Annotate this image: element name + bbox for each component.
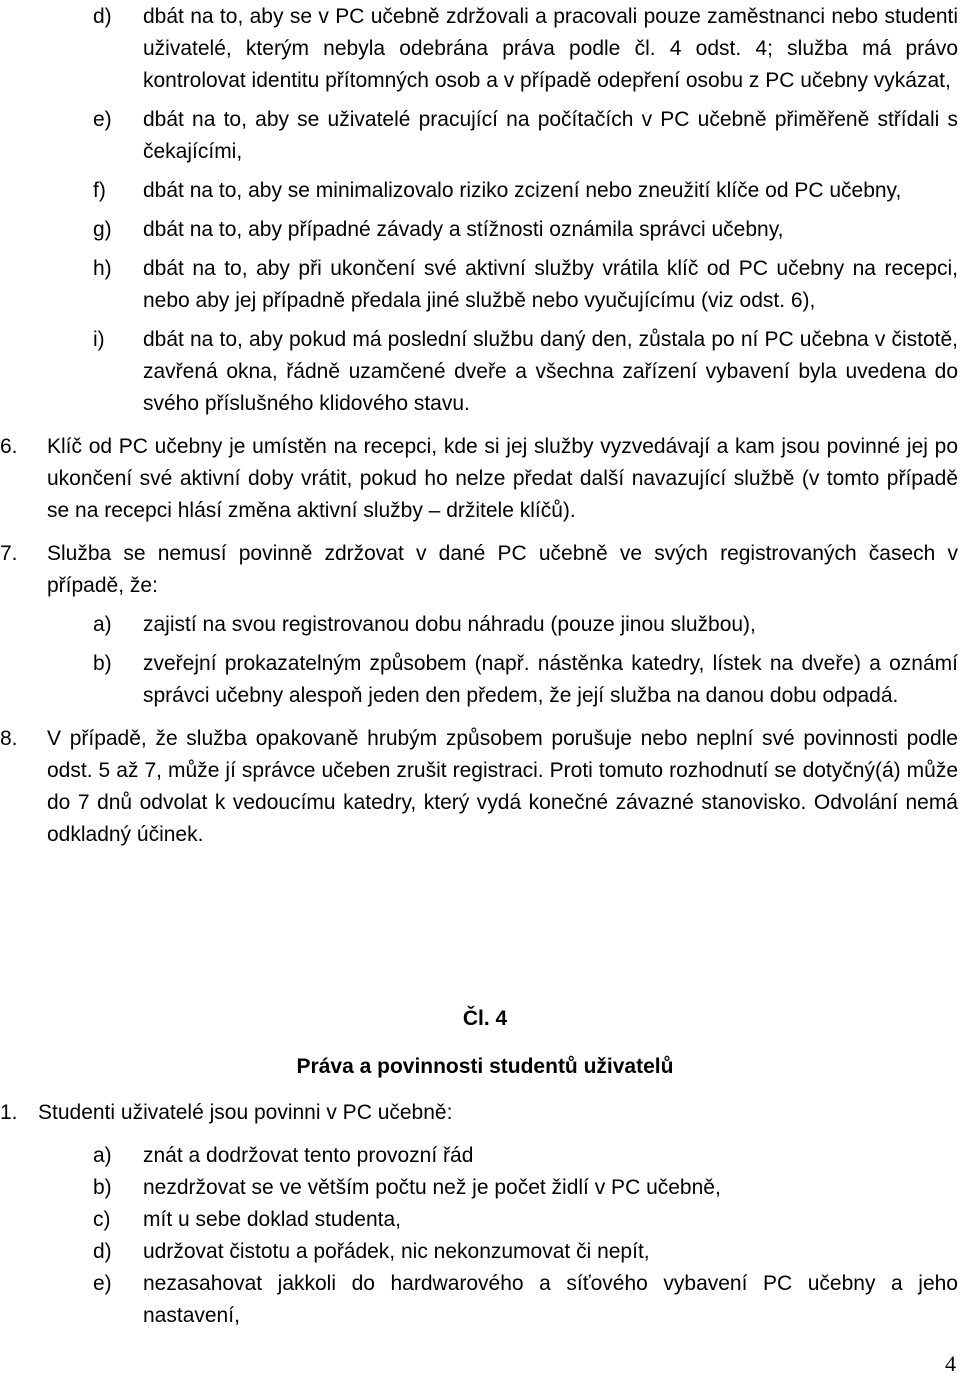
list-item-text: dbát na to, aby při ukončení své aktivní služby vrátila klíč od PC učebny na recepci, nebo aby jej případně předala jiné službě nebo vyučujícímu (viz odst. 6),: [143, 257, 958, 312]
list-marker: b): [93, 652, 112, 675]
paragraph-marker: 7.: [0, 542, 18, 565]
paragraph-text: Služba se nemusí povinně zdržovat v dané PC učebně ve svých registrovaných časech v případě, že:: [47, 542, 958, 597]
student-duty-e: [0, 1268, 960, 1332]
student-duty-d: [0, 1236, 960, 1268]
student-duty-b: [0, 1172, 960, 1204]
list-marker: g): [93, 218, 112, 241]
article-title: Práva a povinnosti studentů uživatelů: [296, 1055, 674, 1078]
list-marker: b): [93, 1176, 112, 1199]
student-duty-c: [0, 1204, 960, 1236]
list-item-text: znát a dodržovat tento provozní řád: [143, 1144, 474, 1167]
list-marker: d): [93, 5, 112, 28]
list-item-text: dbát na to, aby pokud má poslední službu daný den, zůstala po ní PC učebna v čistotě, zavřená okna, řádně uzamčené dveře a všechna zařízení vybavení byla uvedena do svého příslušného klidového stavu.: [143, 328, 958, 415]
list-item-text: udržovat čistotu a pořádek, nic nekonzumovat či nepít,: [143, 1240, 650, 1263]
paragraph-7: [0, 538, 960, 602]
list-item-d: [0, 1, 960, 97]
list-item-i: [0, 324, 960, 420]
list-marker: a): [93, 1144, 112, 1167]
list-item-text: dbát na to, aby se uživatelé pracující na počítačích v PC učebně přiměřeně střídali s čekajícími,: [143, 108, 958, 163]
list-item-h: [0, 253, 960, 317]
list-marker: e): [93, 108, 112, 131]
list-item-f: [0, 175, 960, 207]
paragraph-marker: 6.: [0, 435, 18, 458]
article-number: Čl. 4: [462, 1007, 508, 1030]
paragraph-text: V případě, že služba opakovaně hrubým způsobem porušuje nebo neplní své povinnosti podle odst. 5 až 7, může jí správce učeben zrušit registraci. Proti tomuto rozhodnutí se dotyčný(á) může do 7 dnů odvolat k vedoucímu katedry, který vydá konečné závazné stanovisko. Odvolání nemá odkladný účinek.: [47, 727, 958, 846]
page-number: 4: [945, 1351, 956, 1376]
list-marker: a): [93, 613, 112, 636]
student-duty-a: [0, 1140, 960, 1172]
paragraph-6: [0, 431, 960, 527]
list-marker: h): [93, 257, 112, 280]
list-marker: f): [93, 179, 106, 202]
list-item-g: [0, 214, 960, 246]
list-item-text: zajistí na svou registrovanou dobu náhradu (pouze jinou službou),: [143, 613, 756, 636]
paragraph-7-item-b: [0, 648, 960, 712]
paragraph-1: [0, 1097, 960, 1129]
duties-list-d-i: [0, 1, 960, 851]
paragraph-8: [0, 723, 960, 851]
list-item-text: nezasahovat jakkoli do hardwarového a síťového vybavení PC učebny a jeho nastavení,: [143, 1272, 958, 1327]
paragraph-text: Klíč od PC učebny je umístěn na recepci, kde si jej služby vyzvedávají a kam jsou povinné jej po ukončení své aktivní doby vrátit, pokud ho nelze předat další navazující službě (v tomto případě se na recepci hlásí změna aktivní služby – držitele klíčů).: [47, 435, 958, 522]
list-item-e: [0, 104, 960, 168]
paragraph-marker: 8.: [0, 727, 18, 750]
paragraph-text: Studenti uživatelé jsou povinni v PC učebně:: [38, 1101, 453, 1124]
article-4-paragraph-1: [0, 1097, 960, 1332]
list-item-text: dbát na to, aby se minimalizovalo riziko zcizení nebo zneužití klíče od PC učebny,: [143, 179, 902, 202]
paragraph-marker: 1.: [0, 1101, 18, 1124]
list-marker: d): [93, 1240, 112, 1263]
list-marker: e): [93, 1272, 112, 1295]
list-item-text: dbát na to, aby se v PC učebně zdržovali a pracovali pouze zaměstnanci nebo studenti uživatelé, kterým nebyla odebrána práva podle čl. 4 odst. 4; služba má právo kontrolovat identitu přítomných osob a v případě odepření osobu z PC učebny vykázat,: [143, 5, 958, 92]
list-item-text: zveřejní prokazatelným způsobem (např. nástěnka katedry, lístek na dveře) a oznámí správci učebny alespoň jeden den předem, že její služba na danou dobu odpadá.: [143, 652, 958, 707]
list-marker: c): [93, 1208, 111, 1231]
list-marker: i): [93, 328, 105, 351]
paragraph-7-item-a: [0, 609, 960, 641]
list-item-text: dbát na to, aby případné závady a stížnosti oznámila správci učebny,: [143, 218, 784, 241]
list-item-text: mít u sebe doklad studenta,: [143, 1208, 401, 1231]
list-item-text: nezdržovat se ve větším počtu než je počet židlí v PC učebně,: [143, 1176, 721, 1199]
